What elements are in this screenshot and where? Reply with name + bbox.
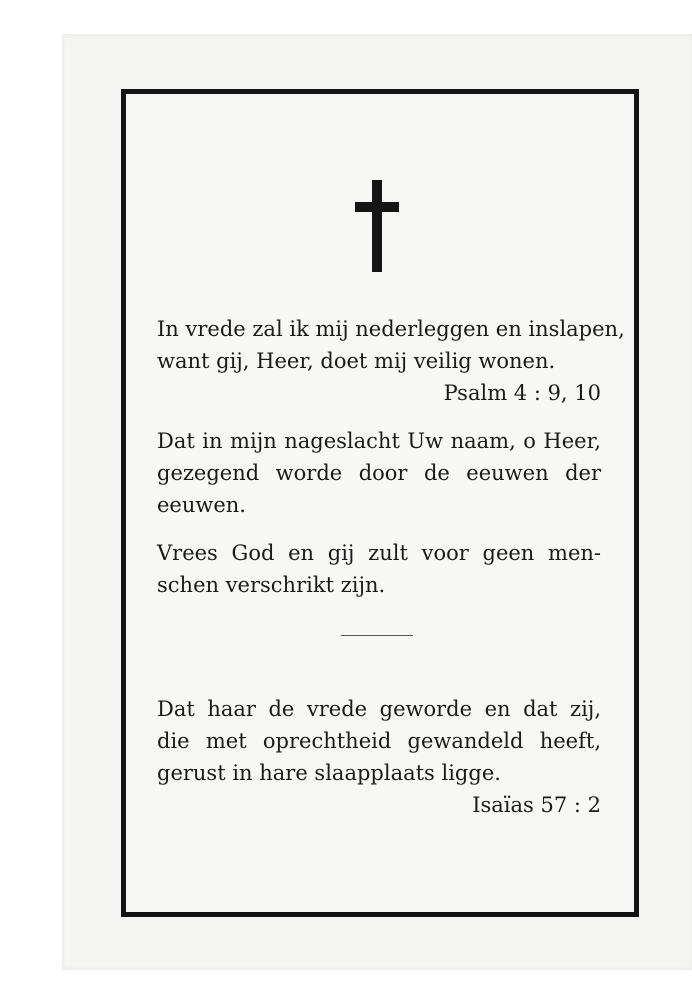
verse-line: Vrees God en gij zult voor geen men- [157,541,601,565]
divider-line [341,635,413,636]
verse-psalm [157,313,625,409]
cross-icon [355,180,399,272]
verse-line: eeuwen. [157,493,246,517]
verse-isaiah [157,693,601,821]
verse-fear [157,537,601,601]
verse-line: schen verschrikt zijn. [157,573,386,597]
verse-reference: Psalm 4 : 9, 10 [443,381,601,405]
verse-reference: Isaïas 57 : 2 [472,793,601,817]
verse-line: gerust in hare slaapplaats ligge. [157,761,501,785]
verse-blessing [157,425,601,521]
verse-line: die met oprechtheid gewandeld heeft, [157,729,601,753]
verse-line: Dat in mijn nageslacht Uw naam, o Heer, [157,429,601,453]
verse-line: gezegend worde door de eeuwen der [157,461,601,485]
verse-line: want gij, Heer, doet mij veilig wonen. [157,349,556,373]
verse-line: In vrede zal ik mij nederleggen en inslapen, [157,317,625,341]
verse-line: Dat haar de vrede geworde en dat zij, [157,697,601,721]
